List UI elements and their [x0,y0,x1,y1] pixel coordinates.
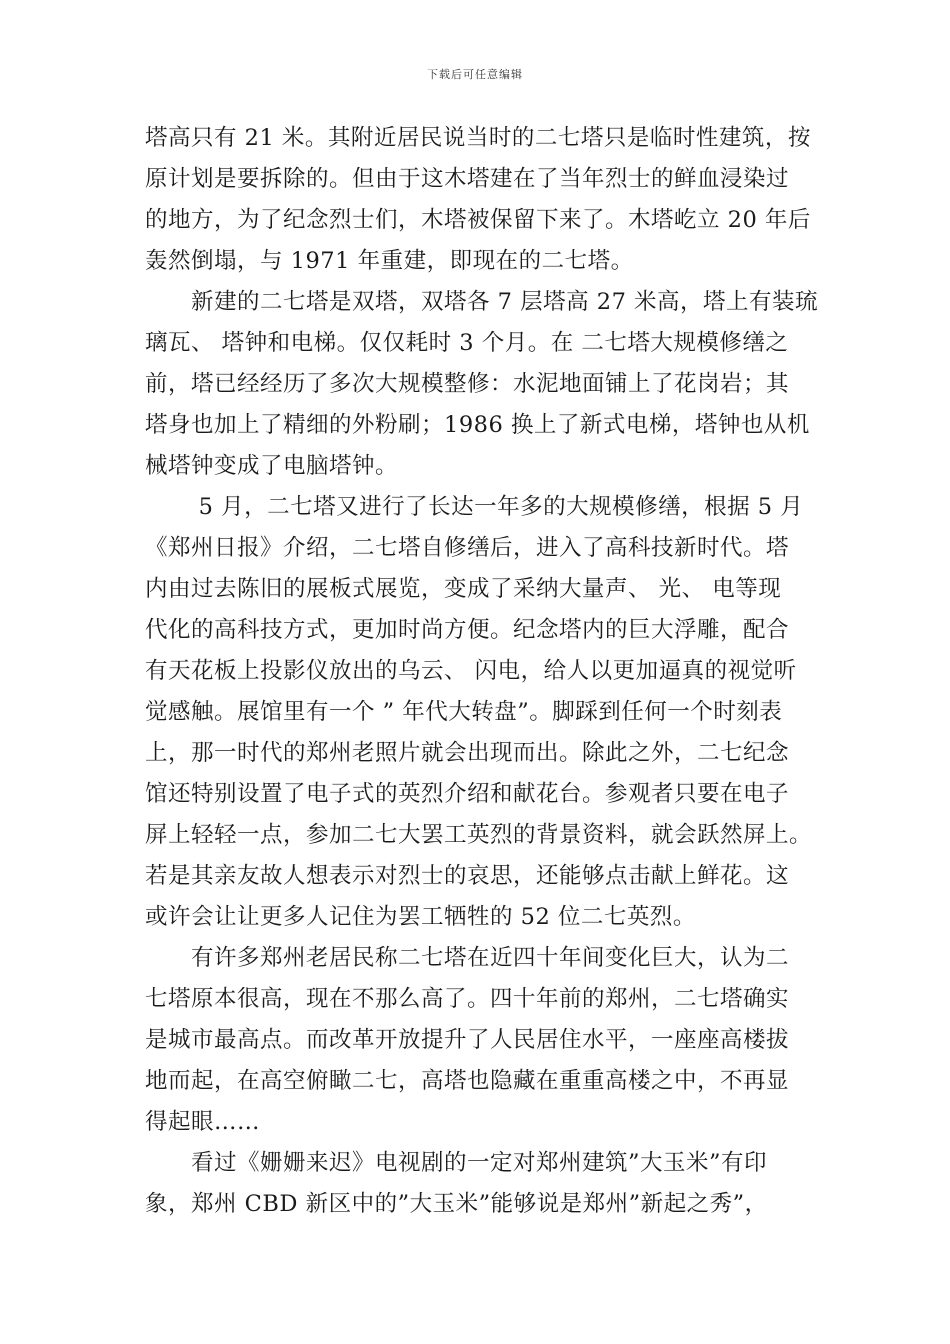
text-line: 璃瓦、 塔钟和电梯。仅仅耗时 3 个月。在 二七塔大规模修缮之 [145,330,789,356]
text-line: 得起眼…… [145,1109,261,1135]
text-line: 是城市最高点。而改革开放提升了人民居住水平，一座座高楼拔 [145,1027,790,1053]
paragraph [145,487,813,938]
text-line: 塔身也加上了精细的外粉刷；1986 换上了新式电梯，塔钟也从机 [145,412,810,438]
text-line: 前，塔已经经历了多次大规模整修：水泥地面铺上了花岗岩；其 [145,371,790,397]
text-line: 原计划是要拆除的。但由于这木塔建在了当年烈士的鲜血浸染过 [145,166,790,192]
text-line: 新建的二七塔是双塔，双塔各 7 层塔高 27 米高，塔上有装琉 [145,289,819,315]
paragraph [145,938,810,1143]
text-line: 象，郑州 CBD 新区中的”大玉米”能够说是郑州”新起之秀”， [145,1191,768,1217]
text-line: 轰然倒塌，与 1971 年重建，即现在的二七塔。 [145,248,634,274]
text-line: 若是其亲友故人想表示对烈士的哀思，还能够点击献上鲜花。这 [145,863,790,889]
text-line: 馆还特别设置了电子式的英烈介绍和献花台。参观者只要在电子 [145,781,790,807]
paragraph [145,282,819,487]
paragraph [145,1143,810,1225]
text-line: 或许会让让更多人记住为罢工牺牲的 52 位二七英烈。 [145,904,696,930]
text-line: 有天花板上投影仪放出的乌云、 闪电，给人以更加逼真的视觉听 [145,658,797,684]
text-line: 《郑州日报》介绍，二七塔自修缮后，进入了高科技新时代。塔 [145,535,790,561]
text-line: 5 月，二七塔又进行了长达一年多的大规模修缮，根据 5 月 [145,494,804,520]
text-line: 看过《姗姗来迟》电视剧的一定对郑州建筑”大玉米”有印 [145,1150,768,1176]
text-line: 屏上轻轻一点，参加二七大罢工英烈的背景资料，就会跃然屏上。 [145,822,813,848]
text-line: 械塔钟变成了电脑塔钟。 [145,453,399,479]
document-body [145,118,819,1225]
text-line: 塔高只有 21 米。其附近居民说当时的二七塔只是临时性建筑，按 [145,125,811,151]
text-line: 上，那一时代的郑州老照片就会出现而出。除此之外，二七纪念 [145,740,790,766]
text-line: 觉感触。展馆里有一个 ” 年代大转盘”。脚踩到任何一个时刻表 [145,699,783,725]
text-line: 地而起，在高空俯瞰二七，高塔也隐藏在重重高楼之中，不再显 [145,1068,790,1094]
text-line: 七塔原本很高，现在不那么高了。四十年前的郑州，二七塔确实 [145,986,790,1012]
page-header: 下载后可任意编辑 [427,68,523,81]
paragraph [145,118,810,282]
text-line: 代化的高科技方式，更加时尚方便。纪念塔内的巨大浮雕，配合 [145,617,790,643]
text-line: 的地方，为了纪念烈士们，木塔被保留下来了。木塔屹立 20 年后 [145,207,811,233]
text-line: 有许多郑州老居民称二七塔在近四十年间变化巨大，认为二 [145,945,790,971]
text-line: 内由过去陈旧的展板式展览，变成了采纳大量声、 光、 电等现 [145,576,782,602]
